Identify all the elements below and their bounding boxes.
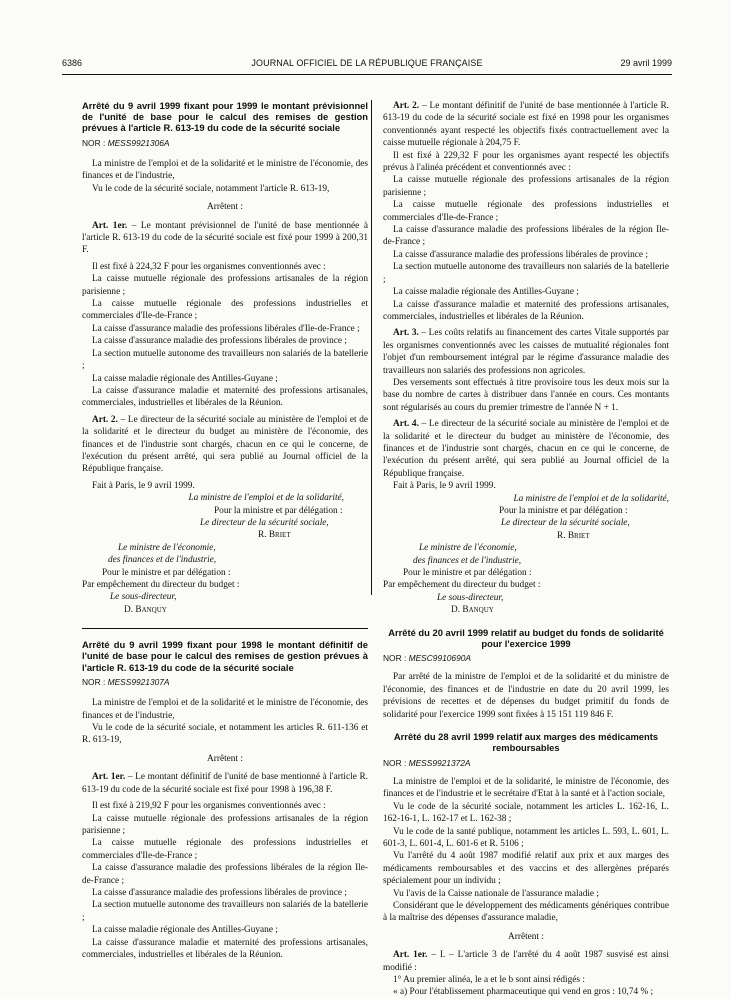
journal-title: JOURNAL OFFICIEL DE LA RÉPUBLIQUE FRANÇAISE (251, 58, 483, 68)
signatory-title: Le ministre de l'économie, (118, 542, 216, 553)
preamble-vu: Vu le code de la sécurité sociale, et notamment les articles R. 611-136 et R. 613-19, (82, 723, 368, 746)
nor-reference: NOR : MESC9910690A (383, 653, 471, 664)
decree-title: Arrêté du 9 avril 1999 fixant pour 1999 le montant prévisionnel de l'unité de base pour le calcul des remises de gestion prévues à l'article R. 613-19 du code de la sécurité sociale (82, 100, 368, 134)
signatory-title: Le directeur de la sécurité sociale, (200, 517, 329, 528)
list-item: La caisse maladie régionale des Antilles-Guyane ; (393, 287, 579, 298)
article-paragraph: 1° Au premier alinéa, le a et le b sont ainsi rédigés : (393, 975, 585, 985)
article-paragraph: Il est fixé à 219,92 F pour les organismes conventionnés avec : (92, 801, 326, 812)
summary-paragraph: Par arrêté de la ministre de l'emploi et de la solidarité et du ministre de l'économie, des finances et de l'industrie en date du 20 avril 1999, les prévisions de recettes et de dépenses du budget primitif du fonds de solidarité pour l'exercice 1999 sont fixées à 15 151 119 846 F. (383, 672, 669, 720)
preamble-vu: Vu l'arrêté du 4 août 1987 modifié relatif aux prix et aux marges des médicaments remboursables et des vaccins et des allergènes préparés spécialement pour un individu ; (383, 851, 669, 887)
list-item: La section mutuelle autonome des travailleurs non salariés de la batellerie ; (383, 262, 669, 285)
preamble-vu: Vu le code de la sécurité sociale, notamment l'article R. 613-19, (92, 183, 330, 194)
list-item: La caisse mutuelle régionale des professions industrielles et commerciales d'Ile-de-France ; (82, 299, 368, 322)
header-rule (62, 74, 672, 75)
decree-title: Arrêté du 20 avril 1999 relatif au budget du fonds de solidarité pour l'exercice 1999 (388, 626, 664, 649)
article-paragraph: Il est fixé à 224,32 F pour les organismes conventionnés avec : (92, 261, 326, 272)
signatory-delegation: Pour la ministre et par délégation : (499, 506, 628, 516)
signatory-title: Le sous-directeur, (110, 592, 177, 603)
list-item: La caisse d'assurance maladie des professions libérales de la région Ile-de-France ; (383, 225, 669, 248)
arretent-heading: Arrêtent : (207, 753, 243, 764)
left-column (82, 100, 368, 961)
right-column (383, 100, 669, 999)
signing-place-date: Fait à Paris, le 9 avril 1999. (92, 480, 195, 491)
signature-block (82, 492, 368, 616)
signatory-name: R. Briet (258, 530, 291, 541)
signatory-name: R. Briet (557, 530, 590, 541)
preamble-vu: Vu le code de la santé publique, notamment les articles L. 593, L. 601, L. 601-3, L. 601-4, L. 601-6 et R. 5106 ; (383, 826, 669, 849)
arretent-heading: Arrêtent : (207, 202, 243, 213)
signatory-delegation: Par empêchement du directeur du budget : (383, 580, 541, 591)
preamble-vu: Vu le code de la sécurité sociale, notamment les articles L. 162-16, L. 162-16-1, L. 162-17 et L. 162-38 ; (383, 801, 669, 825)
article-2: Art. 2. – Le montant définitif de l'unité de base mentionnée à l'article R. 613-19 du code de la sécurité sociale est fixé en 1998 pour les organismes conventionnés ayant respecté les objectifs fixés contractuellement avec la caisse mutuelle régionale à 204,75 F. (383, 101, 669, 149)
signatory-title: La ministre de l'emploi et de la solidarité, (188, 493, 344, 504)
page-header (62, 58, 672, 72)
signatory-delegation: Pour le ministre et par délégation : (403, 568, 532, 579)
list-item: La caisse d'assurance maladie des professions libérales de province ; (393, 249, 648, 260)
signatory-delegation: Pour le ministre et par délégation : (102, 567, 231, 578)
signatory-title: des finances et de l'industrie, (413, 555, 522, 566)
article-4: Art. 4. – Le directeur de la sécurité sociale au ministère de l'emploi et de la solidarité et le directeur du budget au ministère de l'économie, des finances et de l'industrie sont chargés, chacun en ce qui le concerne, de l'exécution du présent arrêté, qui sera publié au Journal officiel de la République française. (383, 419, 669, 479)
list-item: La caisse maladie régionale des Antilles-Guyane ; (92, 373, 278, 384)
signatory-title: des finances et de l'industrie, (108, 555, 217, 566)
preamble-vu: Vu l'avis de la Caisse nationale de l'assurance maladie ; (393, 888, 599, 899)
list-item: La caisse mutuelle régionale des professions artisanales de la région parisienne ; (82, 274, 368, 297)
article-1: Art. 1er. – Le montant prévisionnel de l'unité de base mentionnée à l'article R. 613-19 du code de la sécurité sociale est fixé pour 1999 à 200,31 F. (82, 220, 368, 256)
signatory-delegation: Pour la ministre et par délégation : (214, 505, 343, 516)
signatory-title: La ministre de l'emploi et de la solidarité, (513, 493, 669, 504)
article-paragraph: « a) Pour l'établissement pharmaceutique qui vend en gros : 10,74 % ; (393, 987, 654, 998)
nor-reference: NOR : MESS9921372A (383, 757, 471, 768)
preamble: La ministre de l'emploi et de la solidarité, le ministre de l'économie, des finances et de l'industrie et le secrétaire d'Etat à la santé et à l'action sociale, (383, 776, 669, 800)
article-1: Art. 1er. – I. – L'article 3 de l'arrêté du 4 août 1987 susvisé est ainsi modifié : (383, 950, 669, 973)
list-item: La caisse mutuelle régionale des professions artisanales de la région parisienne ; (82, 813, 368, 836)
signatory-delegation: Par empêchement du directeur du budget : (82, 580, 240, 591)
signing-place-date: Fait à Paris, le 9 avril 1999. (393, 481, 496, 492)
list-item: La caisse d'assurance maladie et maternité des professions artisanales, commerciales, industrielles et libérales de la Réunion. (82, 937, 368, 960)
section-separator (82, 628, 368, 629)
list-item: La caisse d'assurance maladie des professions libérales d'Ile-de-France ; (92, 323, 360, 334)
decree-title: Arrêté du 28 avril 1999 relatif aux marges des médicaments remboursables (393, 731, 659, 754)
signatory-title: Le sous-directeur, (437, 592, 504, 603)
signatory-name: D. Banquy (124, 604, 167, 615)
signatory-title: Le directeur de la sécurité sociale, (501, 518, 630, 529)
list-item: La section mutuelle autonome des travailleurs non salariés de la batellerie ; (82, 900, 368, 923)
list-item: La caisse d'assurance maladie des professions libérales de province ; (92, 336, 347, 347)
list-item: La caisse d'assurance maladie des professions libérales de la région Ile-de-France ; (82, 863, 368, 886)
list-item: La caisse mutuelle régionale des professions artisanales de la région parisienne ; (383, 175, 669, 198)
arretent-heading: Arrêtent : (508, 931, 544, 942)
preamble: La ministre de l'emploi et de la solidarité et le ministre de l'économie, des finances et de l'industrie, (82, 159, 368, 182)
nor-reference: NOR : MESS9921306A (82, 137, 170, 148)
nor-reference: NOR : MESS9921307A (82, 676, 170, 687)
signature-block (383, 493, 669, 617)
article-1: Art. 1er. – Le montant définitif de l'unité de base mentionné à l'article R. 613-19 du code de la sécurité sociale est fixé pour 1998 à 196,38 F. (82, 772, 368, 795)
preamble-considerant: Considérant que le développement des médicaments génériques contribue à la maîtrise des dépenses d'assurance maladie, (383, 900, 669, 924)
list-item: La caisse d'assurance maladie et maternité des professions artisanales, commerciales, industrielles et libérales de la Réunion. (82, 385, 368, 409)
decree-title: Arrêté du 9 avril 1999 fixant pour 1998 le montant définitif de l'unité de base pour le calcul des remises de gestion prévues à l'article R. 613-19 du code de la sécurité sociale (82, 639, 368, 673)
signatory-title: Le ministre de l'économie, (419, 543, 517, 554)
article-paragraph: Des versements sont effectués à titre provisoire tous les deux mois sur la base du nombre de cartes à distribuer dans l'année en cours. Ces montants sont régularisés au cours du premier trimestre de l'année N + 1. (383, 377, 669, 413)
page-number: 6386 (62, 58, 83, 68)
list-item: La section mutuelle autonome des travailleurs non salariés de la batellerie ; (82, 348, 368, 372)
preamble: La ministre de l'emploi et de la solidarité et le ministre de l'économie, des finances et de l'industrie, (82, 698, 368, 721)
list-item: La caisse maladie régionale des Antilles-Guyane ; (92, 925, 278, 936)
article-2: Art. 2. – Le directeur de la sécurité sociale au ministère de l'emploi et de la solidarité et le directeur du budget au ministère de l'économie, des finances et de l'industrie sont chargés, chacun en ce qui le concerne, de l'exécution du présent arrêté, qui sera publié au Journal officiel de la République française. (82, 414, 368, 475)
issue-date: 29 avril 1999 (620, 58, 672, 68)
list-item: La caisse mutuelle régionale des professions industrielles et commerciales d'Ile-de-France ; (383, 200, 669, 223)
list-item: La caisse mutuelle régionale des professions industrielles et commerciales d'Ile-de-France ; (82, 838, 368, 861)
list-item: La caisse d'assurance maladie des professions libérales de province ; (92, 887, 347, 898)
article-paragraph: Il est fixé à 229,32 F pour les organismes ayant respecté les objectifs prévus à l'alinéa précédent et conventionnés avec : (383, 150, 669, 174)
list-item: La caisse d'assurance maladie et maternité des professions artisanales, commerciales, industrielles et libérales de la Réunion. (383, 299, 669, 322)
article-3: Art. 3. – Les coûts relatifs au financement des cartes Vitale supportés par les organismes conventionnés avec les caisses de mutualité régionales font l'objet d'un remboursement intégral par le régime d'assurance maladie des travailleurs non salariés des professions non agricoles. (383, 328, 670, 376)
column-divider (371, 100, 372, 595)
signatory-name: D. Banquy (451, 605, 494, 616)
